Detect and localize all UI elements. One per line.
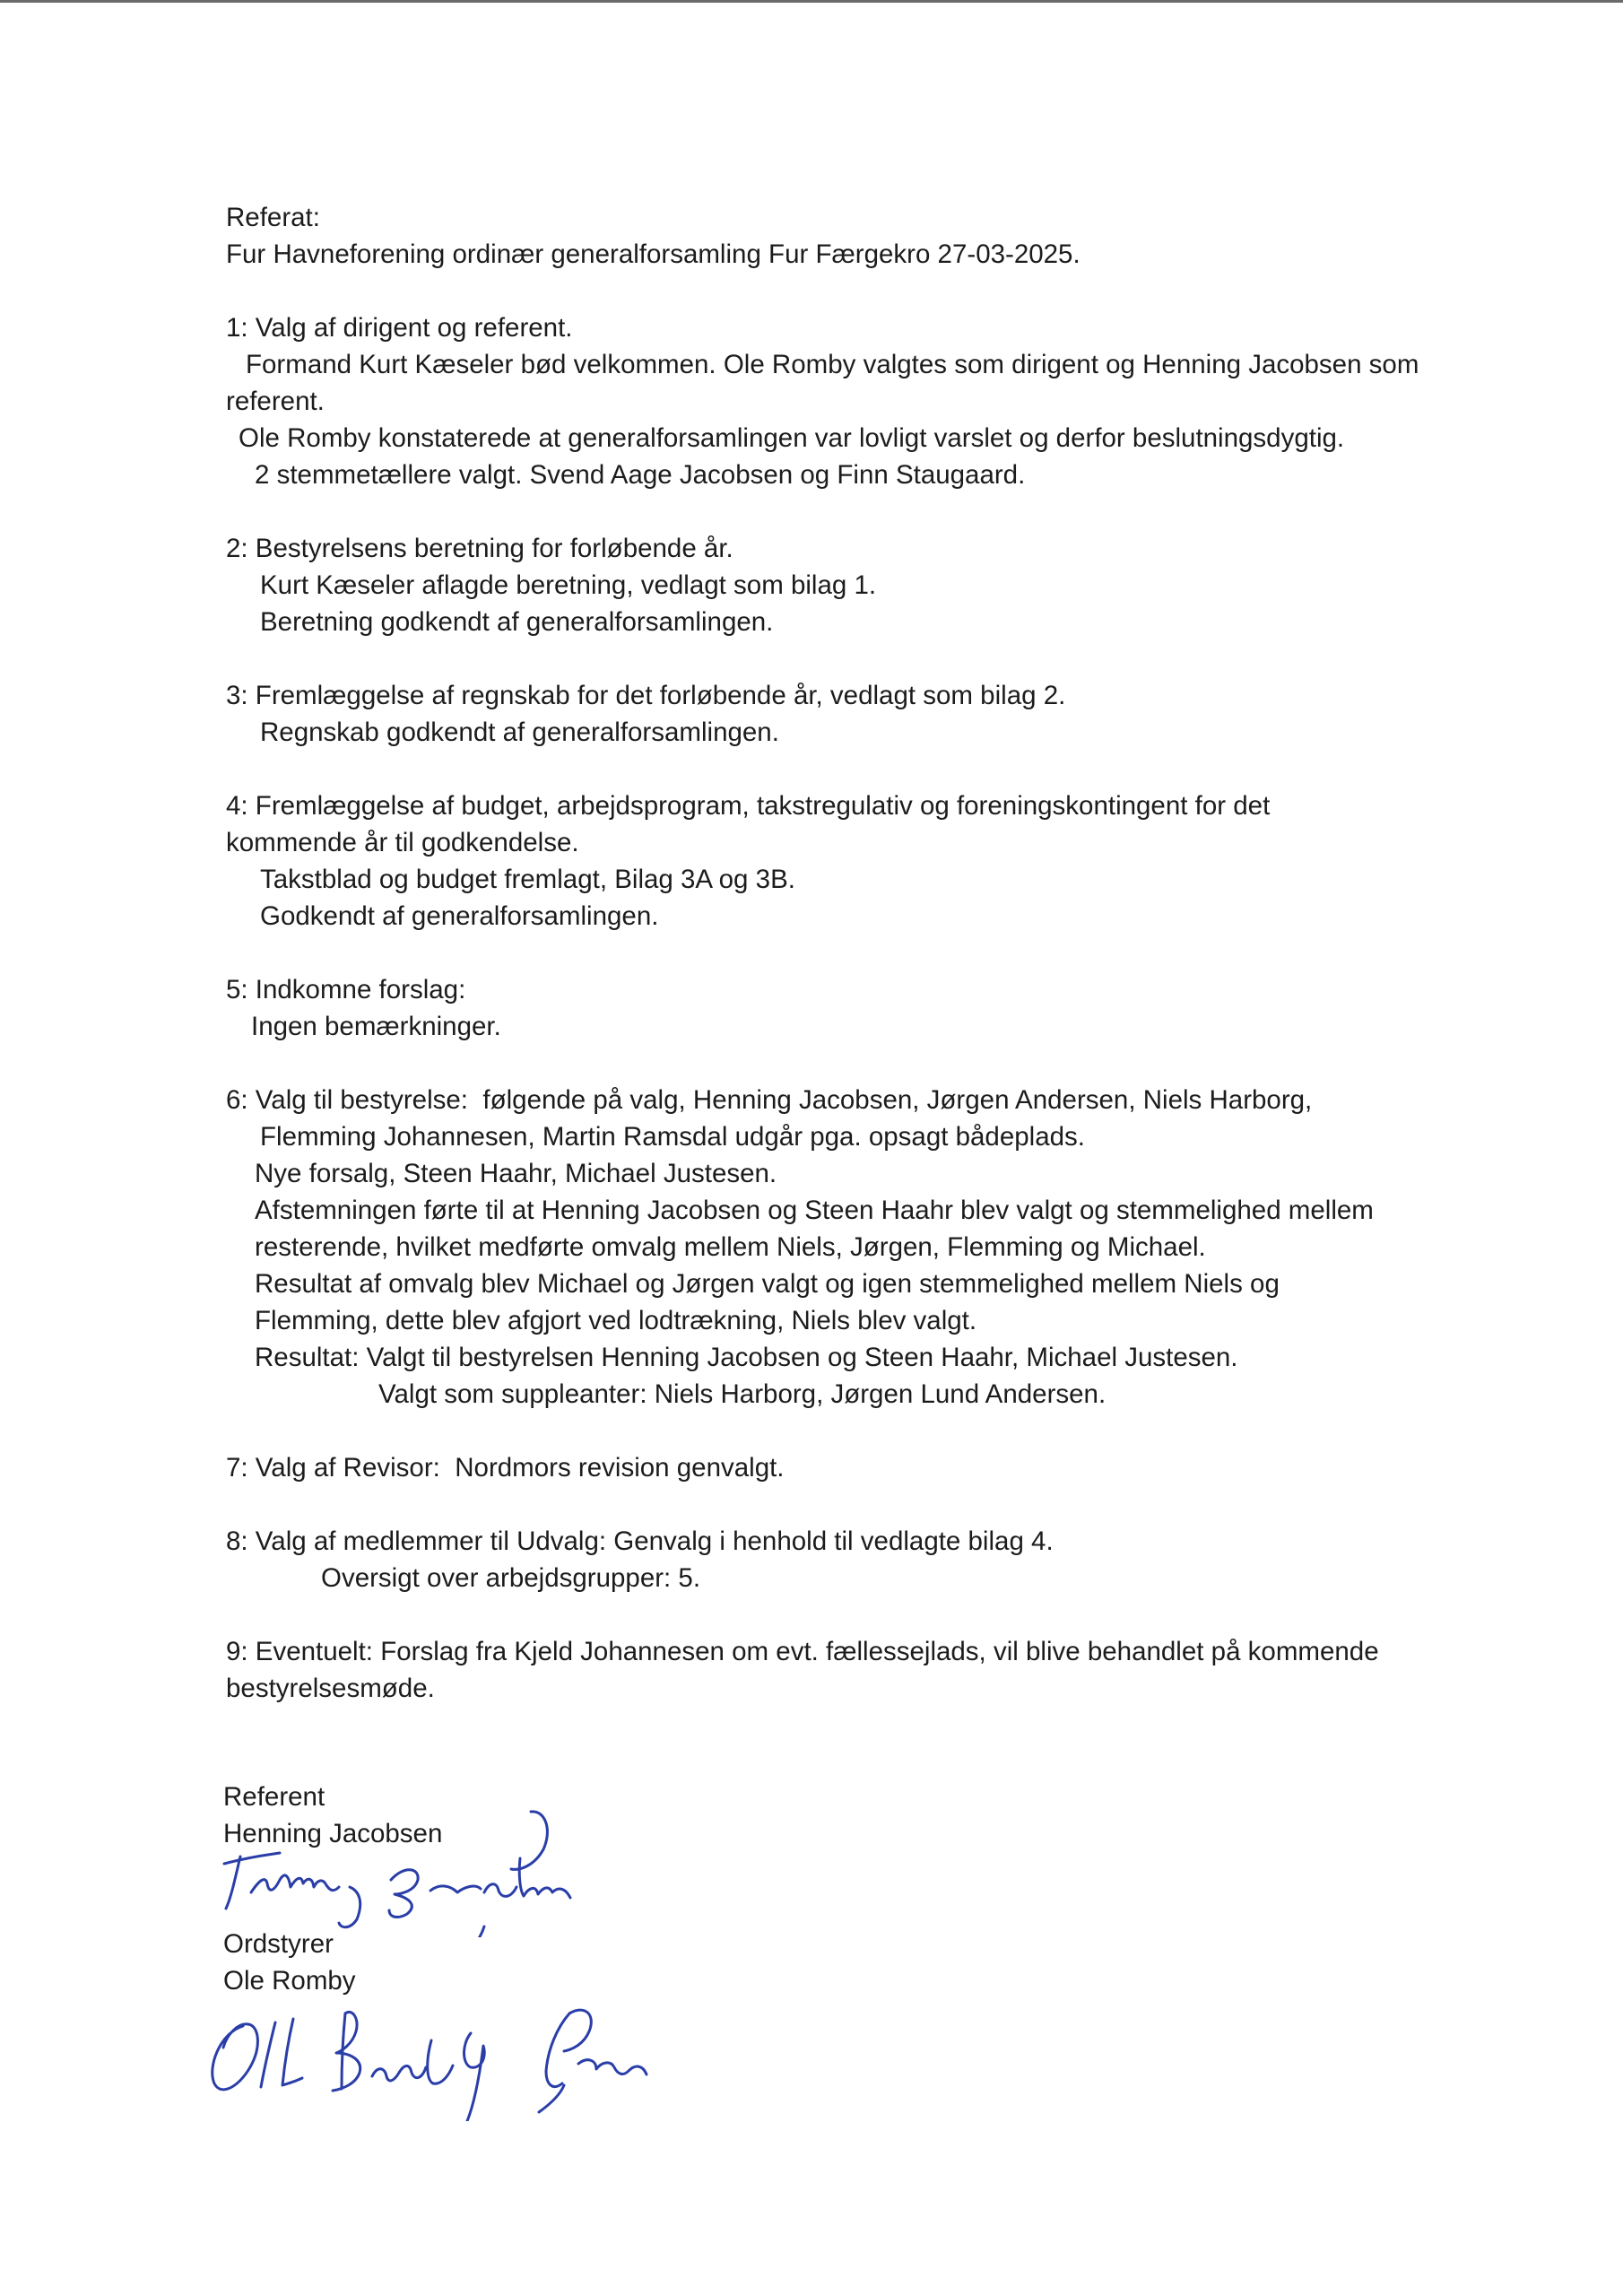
item6-line: Valgt som suppleanter: Niels Harborg, Jørgen Lund Andersen.	[378, 1379, 1107, 1409]
referent-name: Henning Jacobsen	[223, 1819, 443, 1848]
item6-line: Afstemningen førte til at Henning Jacobsen og Steen Haahr blev valgt og stemmelighed mellem	[255, 1196, 1374, 1225]
item6-line: Flemming Johannesen, Martin Ramsdal udgår pga. opsagt bådeplads.	[260, 1122, 1085, 1152]
item5-title: 5: Indkomne forslag:	[226, 975, 466, 1004]
referent-role: Referent	[223, 1782, 325, 1812]
item1-line: Ole Romby konstaterede at generalforsamlingen var lovligt varslet og derfor beslutningsdygtig.	[239, 423, 1345, 453]
item4-title: 4: Fremlæggelse af budget, arbejdsprogram, takstregulativ og foreningskontingent for det	[226, 791, 1271, 821]
item5-line: Ingen bemærkninger.	[251, 1012, 501, 1041]
chair-name: Ole Romby	[223, 1966, 356, 1996]
item4-title-cont: kommende år til godkendelse.	[226, 828, 579, 857]
item1-title: 1: Valg af dirigent og referent.	[226, 313, 573, 343]
minutes-body	[226, 199, 1499, 1707]
item9-title: 9: Eventuelt: Forslag fra Kjeld Johannesen om evt. fællessejlads, vil blive behandlet på kommende	[226, 1637, 1379, 1666]
chair-signature	[202, 1978, 740, 2121]
item2-title: 2: Bestyrelsens beretning for forløbende år.	[226, 534, 733, 563]
doc-subheading: Fur Havneforening ordinær generalforsamling Fur Færgekro 27-03-2025.	[226, 239, 1081, 269]
item3-title: 3: Fremlæggelse af regnskab for det forløbende år, vedlagt som bilag 2.	[226, 681, 1066, 710]
item1-line: Formand Kurt Kæseler bød velkommen. Ole Romby valgtes som dirigent og Henning Jacobsen som	[246, 350, 1419, 379]
item6-line: Resultat: Valgt til bestyrelsen Henning Jacobsen og Steen Haahr, Michael Justesen.	[255, 1343, 1238, 1372]
item4-line: Godkendt af generalforsamlingen.	[260, 901, 659, 931]
item6-line: resterende, hvilket medførte omvalg mellem Niels, Jørgen, Flemming og Michael.	[255, 1232, 1206, 1262]
item8-line: Oversigt over arbejdsgrupper: 5.	[321, 1563, 701, 1593]
item2-line: Beretning godkendt af generalforsamlingen.	[260, 607, 774, 637]
item4-line: Takstblad og budget fremlagt, Bilag 3A og 3B.	[260, 865, 795, 894]
item6-line: Nye forsalg, Steen Haahr, Michael Justesen.	[255, 1159, 777, 1188]
item6-line: Resultat af omvalg blev Michael og Jørgen valgt og igen stemmelighed mellem Niels og	[255, 1269, 1280, 1299]
item8-title: 8: Valg af medlemmer til Udvalg: Genvalg i henhold til vedlagte bilag 4.	[226, 1526, 1054, 1556]
chair-role: Ordstyrer	[223, 1929, 334, 1959]
item9-title-cont: bestyrelsesmøde.	[226, 1674, 435, 1703]
scan-top-edge	[0, 0, 1623, 3]
referent-signature	[215, 1794, 646, 1937]
item3-line: Regnskab godkendt af generalforsamlingen.	[260, 718, 779, 747]
item2-line: Kurt Kæseler aflagde beretning, vedlagt som bilag 1.	[260, 570, 877, 600]
item7-title: 7: Valg af Revisor: Nordmors revision genvalgt.	[226, 1453, 785, 1483]
item1-line: 2 stemmetællere valgt. Svend Aage Jacobsen og Finn Staugaard.	[255, 460, 1026, 490]
item6-line: Flemming, dette blev afgjort ved lodtrækning, Niels blev valgt.	[255, 1306, 977, 1335]
doc-heading: Referat:	[226, 203, 320, 232]
item6-title: 6: Valg til bestyrelse: følgende på valg, Henning Jacobsen, Jørgen Andersen, Niels Harborg,	[226, 1085, 1313, 1115]
item1-line: referent.	[226, 387, 325, 416]
